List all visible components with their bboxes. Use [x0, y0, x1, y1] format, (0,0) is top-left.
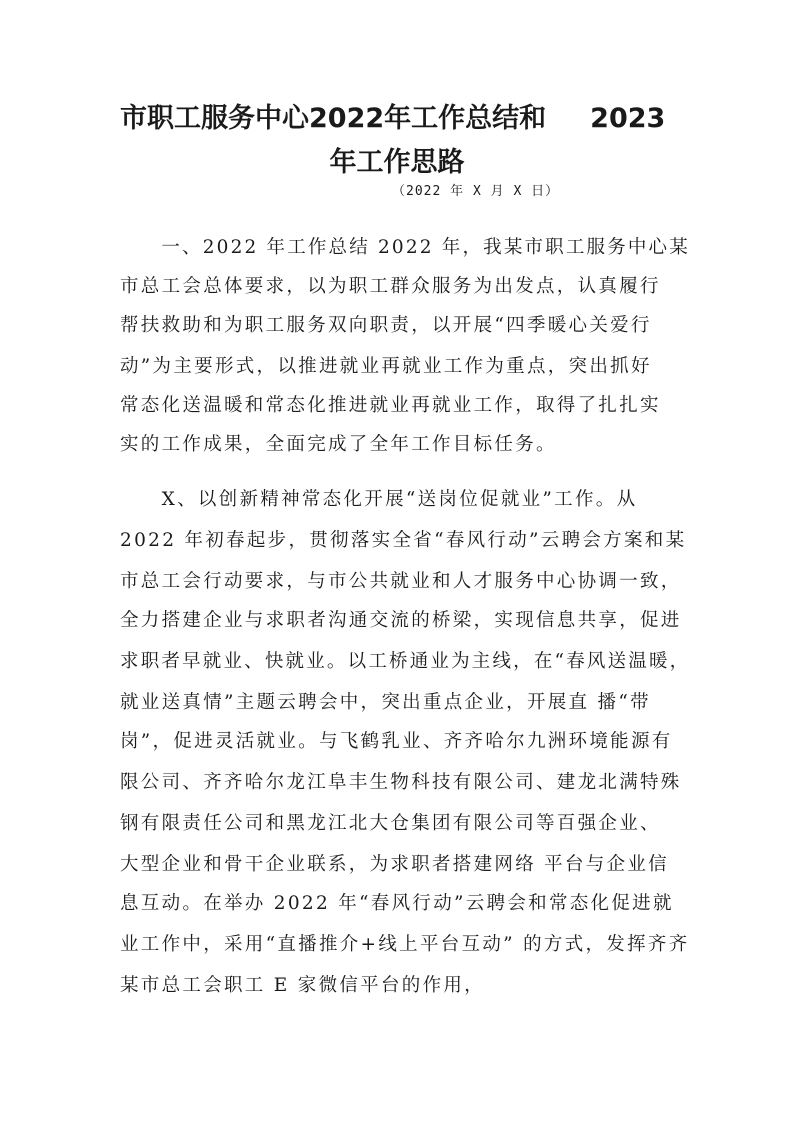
body-line: 某市总工会职工 E 家微信平台的作用，	[120, 975, 485, 996]
body-line: 2022 年初春起步，贯彻落实全省“春风行动”云聘会方案和某	[120, 530, 687, 551]
body-line: 帮扶救助和为职工服务双向职责，以开展“四季暖心关爱行	[120, 315, 652, 336]
body-line: 求职者早就业、快就业。以工桥通业为主线，在“春风送温暖，	[120, 651, 691, 672]
body-line: 息互动。在举办 2022 年“春风行动”云聘会和常态化促进就	[120, 893, 674, 914]
body-line: 业工作中，采用“直播推介+线上平台互动” 的方式，发挥齐齐	[120, 934, 690, 955]
body-line: X、以创新精神常态化开展“送岗位促就业”工作。从	[120, 489, 638, 510]
body-line: 岗”，促进灵活就业。与飞鹤乳业、齐齐哈尔九洲环境能源有	[120, 731, 673, 752]
body-line: 市总工会总体要求，以为职工群众服务为出发点，认真履行	[120, 276, 661, 297]
body-line: 一、2022 年工作总结 2022 年，我某市职工服务中心某	[120, 237, 690, 258]
title-year: 2023	[590, 103, 666, 134]
body-line: 常态化送温暖和常态化推进就业再就业工作，取得了扎扎实	[120, 395, 661, 416]
body-line: 实的工作成果，全面完成了全年工作目标任务。	[120, 434, 557, 455]
body-line: 全力搭建企业与求职者沟通交流的桥梁，实现信息共享，促进	[120, 610, 682, 631]
body-line: 就业送真情”主题云聘会中，突出重点企业，开展直 播“带	[120, 692, 651, 713]
title-text: 市职工服务中心2022年工作总结和	[120, 103, 547, 134]
document-title-line-2: 年工作思路	[329, 147, 465, 178]
document-title-line-1	[120, 96, 680, 135]
body-line: 市总工会行动要求，与市公共就业和人才服务中心协调一致，	[120, 571, 682, 592]
body-line: 限公司、齐齐哈尔龙江阜丰生物科技有限公司、建龙北满特殊	[120, 772, 682, 793]
body-line: 钢有限责任公司和黑龙江北大仓集团有限公司等百强企业、	[120, 813, 661, 834]
body-line: 大型企业和骨干企业联系，为求职者搭建网络 平台与企业信	[120, 854, 669, 875]
document-date: （2022 年 X 月 X 日）	[392, 184, 560, 199]
body-line: 动”为主要形式，以推进就业再就业工作为重点，突出抓好	[120, 356, 652, 377]
